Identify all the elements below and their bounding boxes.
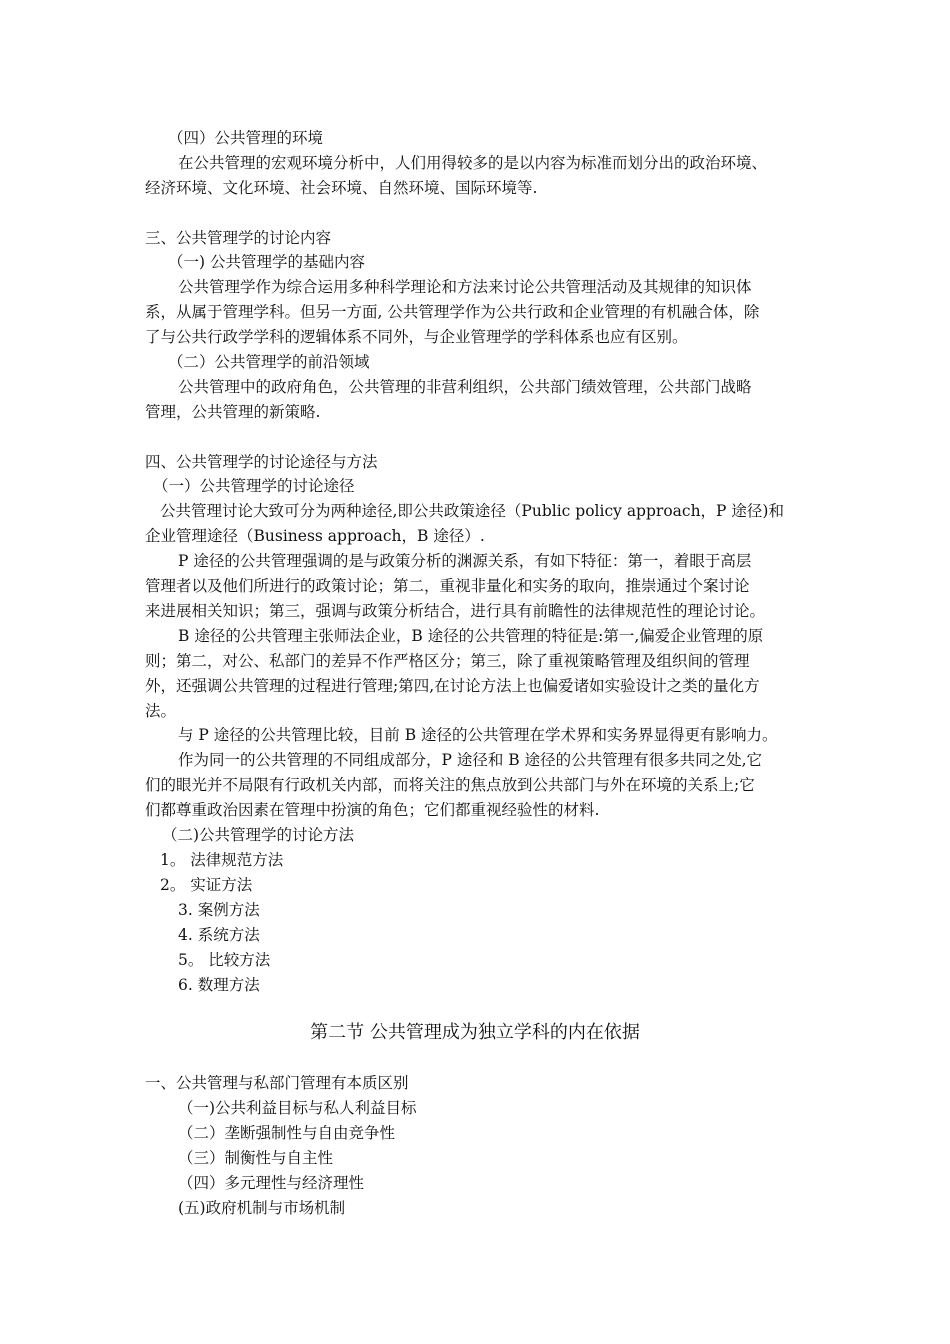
section2-heading: 一、公共管理与私部门管理有本质区别 [145, 1074, 409, 1092]
subheading-methods: （二)公共管理学的讨论方法 [162, 826, 355, 844]
paragraph-line: 了与公共行政学学科的逻辑体系不同外，与企业管理学的学科体系也应有区别。 [145, 328, 688, 346]
paragraph-line: 与 P 途径的公共管理比较，目前 B 途径的公共管理在学术界和实务界显得更有影响力。 [178, 726, 778, 744]
paragraph-line: 作为同一的公共管理的不同组成部分，P 途径和 B 途径的公共管理有很多共同之处,它 [178, 751, 763, 769]
method-item: 6. 数理方法 [178, 976, 260, 994]
paragraph-line: 外，还强调公共管理的过程进行管理;第四,在讨论方法上也偏爱诸如实验设计之类的量化方 [145, 677, 760, 695]
paragraph-line: B 途径的公共管理主张师法企业，B 途径的公共管理的特征是:第一,偏爱企业管理的原 [178, 627, 764, 645]
list-item: （一)公共利益目标与私人利益目标 [178, 1099, 417, 1117]
list-item: （四）多元理性与经济理性 [178, 1174, 365, 1192]
paragraph-line: 公共管理学作为综合运用多种科学理论和方法来讨论公共管理活动及其规律的知识体 [178, 278, 752, 296]
method-item: 5。 比较方法 [178, 951, 271, 969]
list-item: (五)政府机制与市场机制 [178, 1199, 346, 1217]
paragraph-line: 则；第二，对公、私部门的差异不作严格区分；第三，除了重视策略管理及组织间的管理 [145, 652, 750, 670]
method-item: 3. 案例方法 [178, 901, 260, 919]
paragraph-line: 企业管理途径（Business approach，B 途径）. [145, 527, 485, 545]
subheading-basic-content: （一) 公共管理学的基础内容 [168, 253, 365, 271]
paragraph-line: 法。 [145, 702, 177, 720]
section-title: 第二节 公共管理成为独立学科的内在依据 [310, 1022, 640, 1043]
paragraph-line: P 途径的公共管理强调的是与政策分析的渊源关系，有如下特征：第一，着眼于高层 [178, 552, 752, 570]
paragraph-line: 公共管理中的政府角色，公共管理的非营利组织，公共部门绩效管理，公共部门战略 [178, 378, 752, 396]
part4-heading: 四、公共管理学的讨论途径与方法 [145, 453, 378, 471]
method-item: 4. 系统方法 [178, 926, 260, 944]
paragraph-line: 来进展相关知识；第三，强调与政策分析结合，进行具有前瞻性的法律规范性的理论讨论。 [145, 602, 766, 620]
list-item: （二）垄断强制性与自由竞争性 [178, 1124, 396, 1142]
subheading-approaches: （一）公共管理学的讨论途径 [153, 477, 355, 495]
paragraph-line: 在公共管理的宏观环境分析中，人们用得较多的是以内容为标准而划分出的政治环境、 [178, 154, 768, 172]
subheading-frontier: （二）公共管理学的前沿领域 [168, 353, 370, 371]
section-heading-environment: （四）公共管理的环境 [168, 129, 324, 147]
paragraph-line: 经济环境、文化环境、社会环境、自然环境、国际环境等. [145, 179, 538, 197]
part3-heading: 三、公共管理学的讨论内容 [145, 229, 332, 247]
paragraph-line: 们的眼光并不局限有行政机关内部，而将关注的焦点放到公共部门与外在环境的关系上;它 [145, 776, 755, 794]
paragraph-line: 管理，公共管理的新策略. [145, 403, 321, 421]
method-item: 1。 法律规范方法 [160, 851, 284, 869]
paragraph-line: 们都尊重政治因素在管理中扮演的角色；它们都重视经验性的材料. [145, 801, 600, 819]
paragraph-line: 管理者以及他们所进行的政策讨论；第二，重视非量化和实务的取向，推崇通过个案讨论 [145, 577, 750, 595]
list-item: （三）制衡性与自主性 [178, 1149, 334, 1167]
paragraph-line: 系，从属于管理学科。但另一方面, 公共管理学作为公共行政和企业管理的有机融合体，除 [145, 303, 760, 321]
method-item: 2。 实证方法 [160, 876, 253, 894]
paragraph-line: 公共管理讨论大致可分为两种途径,即公共政策途径（Public policy approach，P 途径)和 [160, 502, 784, 520]
